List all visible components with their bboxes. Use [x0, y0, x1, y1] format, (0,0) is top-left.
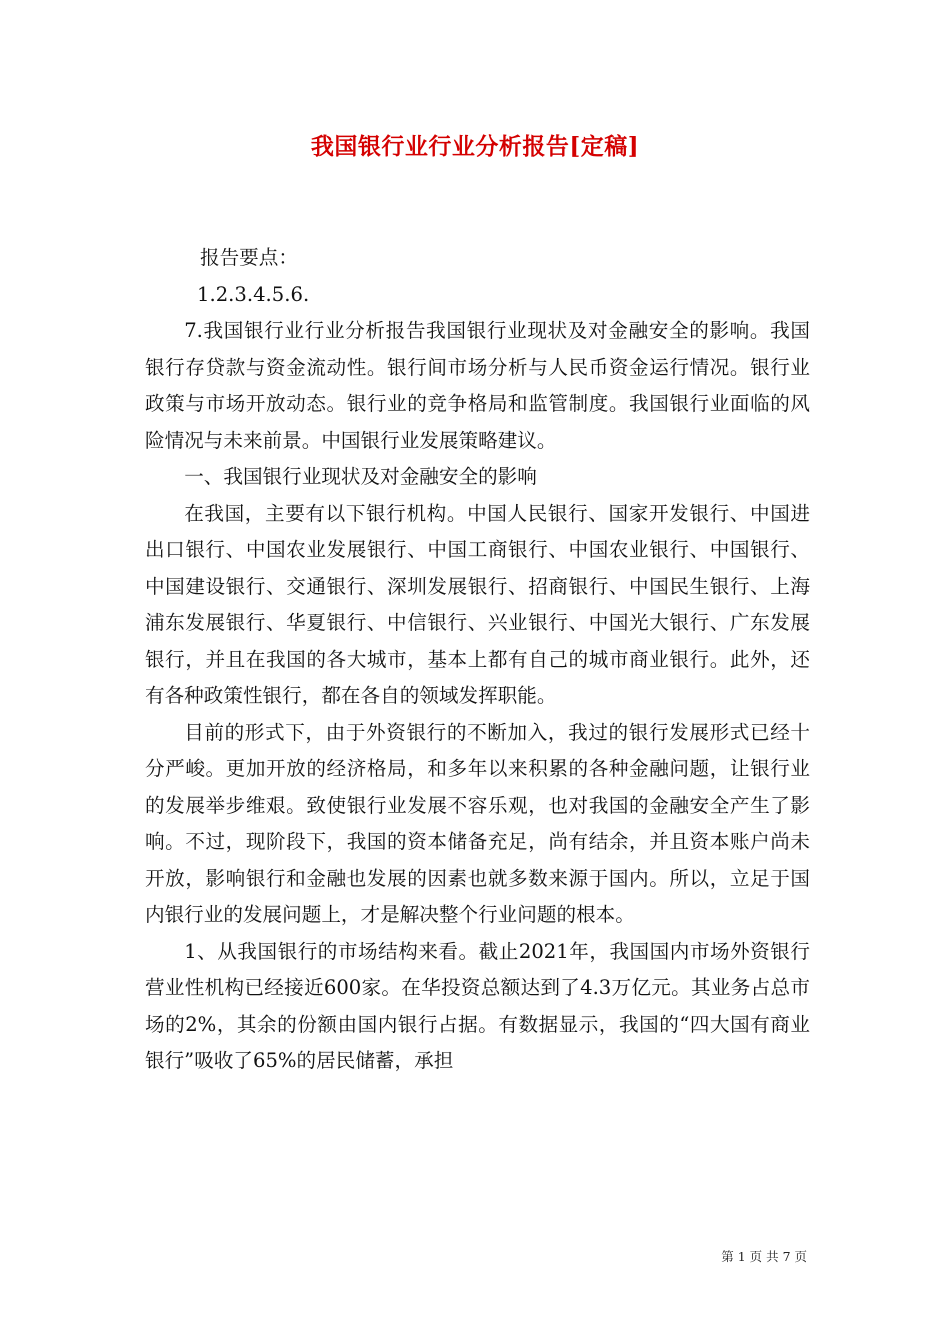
- report-points-list: 1.2.3.4.5.6.: [197, 282, 310, 306]
- report-points-heading: 报告要点：: [200, 246, 298, 269]
- paragraph-bank-institutions: 在我国，主要有以下银行机构。中国人民银行、国家开发银行、中国进出口银行、中国农业发展银行、中国工商银行、中国农业银行、中国银行、中国建设银行、交通银行、深圳发展银行、招商银行、中国民生银行、上海浦东发展银行、华夏银行、中信银行、兴业银行、中国光大银行、广东发展银行，并且在我国的各大城市，基本上都有自己的城市商业银行。此外，还有各种政策性银行，都在各自的领域发挥职能。: [145, 501, 810, 707]
- page-number: 第 1 页 共 7 页: [721, 1249, 807, 1264]
- paragraph-summary: 7.我国银行业行业分析报告我国银行业现状及对金融安全的影响。我国银行存贷款与资金流动性。银行间市场分析与人民币资金运行情况。银行业政策与市场开放动态。银行业的竞争格局和监管制度。我国银行业面临的风险情况与未来前景。中国银行业发展策略建议。: [145, 319, 810, 452]
- document-body: [145, 240, 810, 1080]
- paragraph-market-structure: 1、从我国银行的市场结构来看。截止2021年，我国国内市场外资银行营业性机构已经接近600家。在华投资总额达到了4.3万亿元。其业务占总市场的2%，其余的份额由国内银行占据。有数据显示，我国的“四大国有商业银行”吸收了65%的居民储蓄，承担: [145, 939, 810, 1072]
- paragraph-current-situation: 目前的形式下，由于外资银行的不断加入，我过的银行发展形式已经十分严峻。更加开放的经济格局，和多年以来积累的各种金融问题，让银行业的发展举步维艰。致使银行业发展不容乐观，也对我国的金融安全产生了影响。不过，现阶段下，我国的资本储备充足，尚有结余，并且资本账户尚未开放，影响银行和金融也发展的因素也就多数来源于国内。所以，立足于国内银行业的发展问题上，才是解决整个行业问题的根本。: [145, 720, 810, 926]
- section-heading-1: 一、我国银行业现状及对金融安全的影响: [184, 465, 537, 488]
- document-title: 我国银行业行业分析报告[定稿]: [310, 133, 640, 160]
